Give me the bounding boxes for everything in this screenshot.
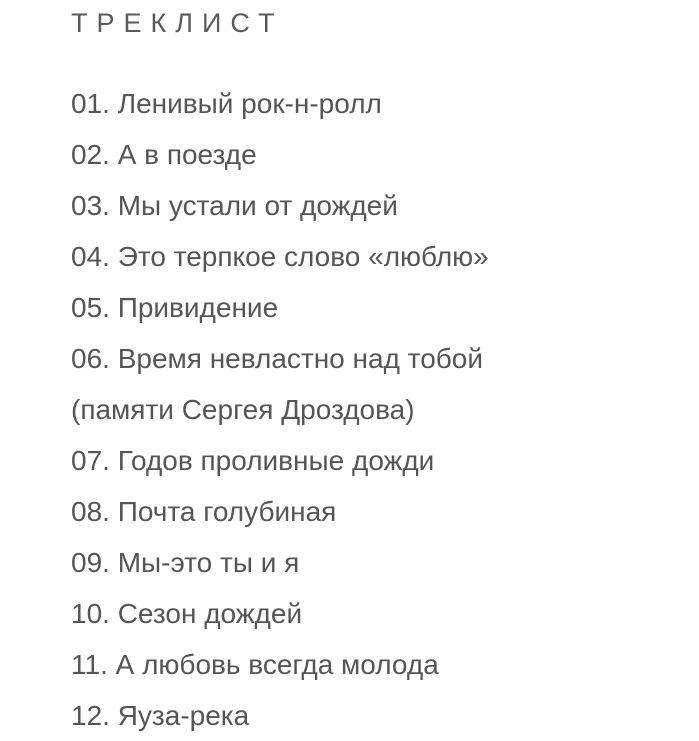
track-item-06-subtitle: (памяти Сергея Дроздова)	[71, 394, 415, 425]
track-item-07: 07. Годов проливные дожди	[71, 445, 435, 476]
track-item-03: 03. Мы устали от дождей	[71, 190, 398, 221]
track-item-04: 04. Это терпкое слово «люблю»	[71, 241, 489, 272]
track-item-02: 02. А в поезде	[71, 139, 257, 170]
track-item-01: 01. Ленивый рок-н-ролл	[71, 88, 382, 119]
track-list	[71, 78, 691, 741]
track-item-06: 06. Время невластно над тобой	[71, 343, 484, 374]
track-item-08: 08. Почта голубиная	[71, 496, 337, 527]
track-item-09: 09. Мы-это ты и я	[71, 547, 300, 578]
tracklist-heading: ТРЕКЛИСТ	[71, 8, 284, 38]
track-item-05: 05. Привидение	[71, 292, 279, 323]
track-item-12: 12. Яуза-река	[71, 700, 250, 731]
track-item-11: 11. А любовь всегда молода	[71, 649, 439, 680]
tracklist-page	[71, 0, 699, 731]
track-item-10: 10. Сезон дождей	[71, 598, 303, 629]
